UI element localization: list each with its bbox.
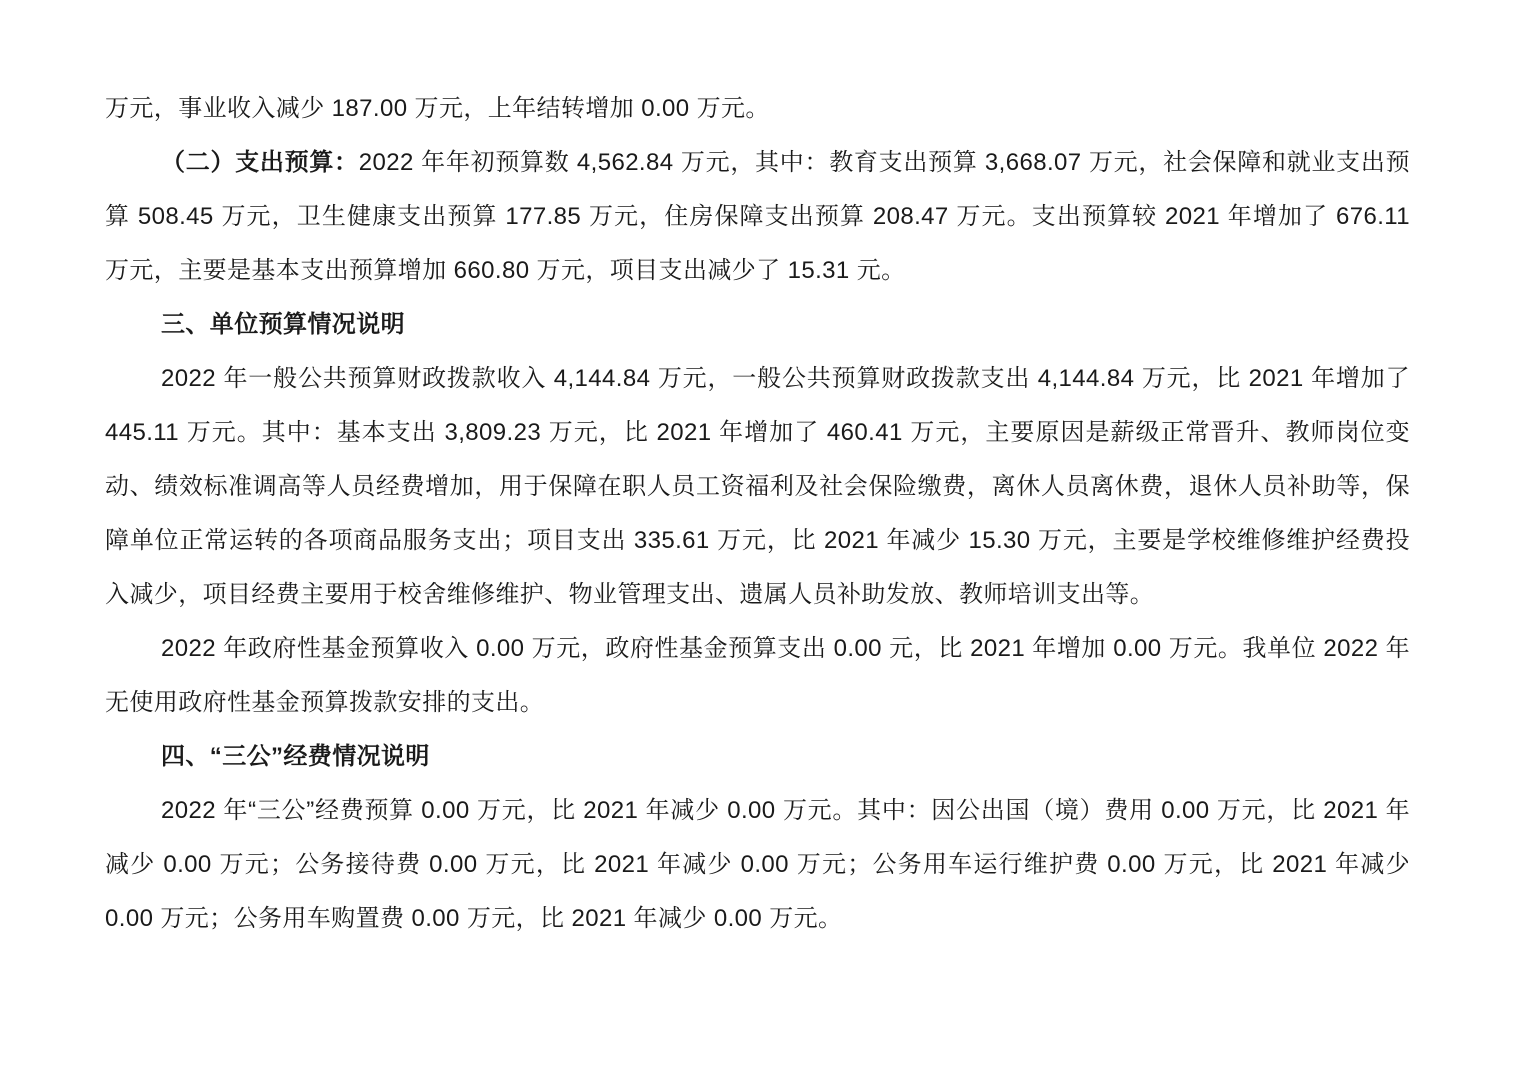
document-page	[105, 82, 1410, 946]
paragraph-three-public-expenses: 2022 年“三公”经费预算 0.00 万元，比 2021 年减少 0.00 万元。其中：因公出国（境）费用 0.00 万元，比 2021 年减少 0.00 万元；公务接待费 0.00 万元，比 2021 年减少 0.00 万元；公务用车运行维护费 0.00 万元，比 2021 年减少 0.00 万元；公务用车购置费 0.00 万元，比 2021 年减少 0.00 万元。	[105, 797, 1410, 932]
section-heading-unit-budget: 三、单位预算情况说明	[161, 311, 405, 338]
paragraph-government-fund-budget: 2022 年政府性基金预算收入 0.00 万元，政府性基金预算支出 0.00 元，比 2021 年增加 0.00 万元。我单位 2022 年无使用政府性基金预算拨款安排的支出。	[105, 635, 1410, 716]
paragraph-expenditure-budget	[105, 136, 1410, 298]
expenditure-budget-label: （二）支出预算：	[161, 149, 359, 176]
paragraph-income-continuation: 万元，事业收入减少 187.00 万元，上年结转增加 0.00 万元。	[105, 95, 770, 122]
paragraph-general-public-budget: 2022 年一般公共预算财政拨款收入 4,144.84 万元，一般公共预算财政拨款支出 4,144.84 万元，比 2021 年增加了 445.11 万元。其中：基本支出 3,809.23 万元，比 2021 年增加了 460.41 万元，主要原因是薪级正常晋升、教师岗位变动、绩效标准调高等人员经费增加，用于保障在职人员工资福利及社会保险缴费，离休人员离休费，退休人员补助等，保障单位正常运转的各项商品服务支出；项目支出 335.61 万元，比 2021 年减少 15.30 万元，主要是学校维修维护经费投入减少，项目经费主要用于校舍维修维护、物业管理支出、遗属人员补助发放、教师培训支出等。	[105, 365, 1410, 608]
expenditure-budget-text: 2022 年年初预算数 4,562.84 万元，其中：教育支出预算 3,668.07 万元，社会保障和就业支出预算 508.45 万元，卫生健康支出预算 177.85 万元，住房保障支出预算 208.47 万元。支出预算较 2021 年增加了 676.11 万元，主要是基本支出预算增加 660.80 万元，项目支出减少了 15.31 元。	[105, 149, 1410, 284]
section-heading-three-public-expenses: 四、“三公”经费情况说明	[161, 743, 430, 770]
